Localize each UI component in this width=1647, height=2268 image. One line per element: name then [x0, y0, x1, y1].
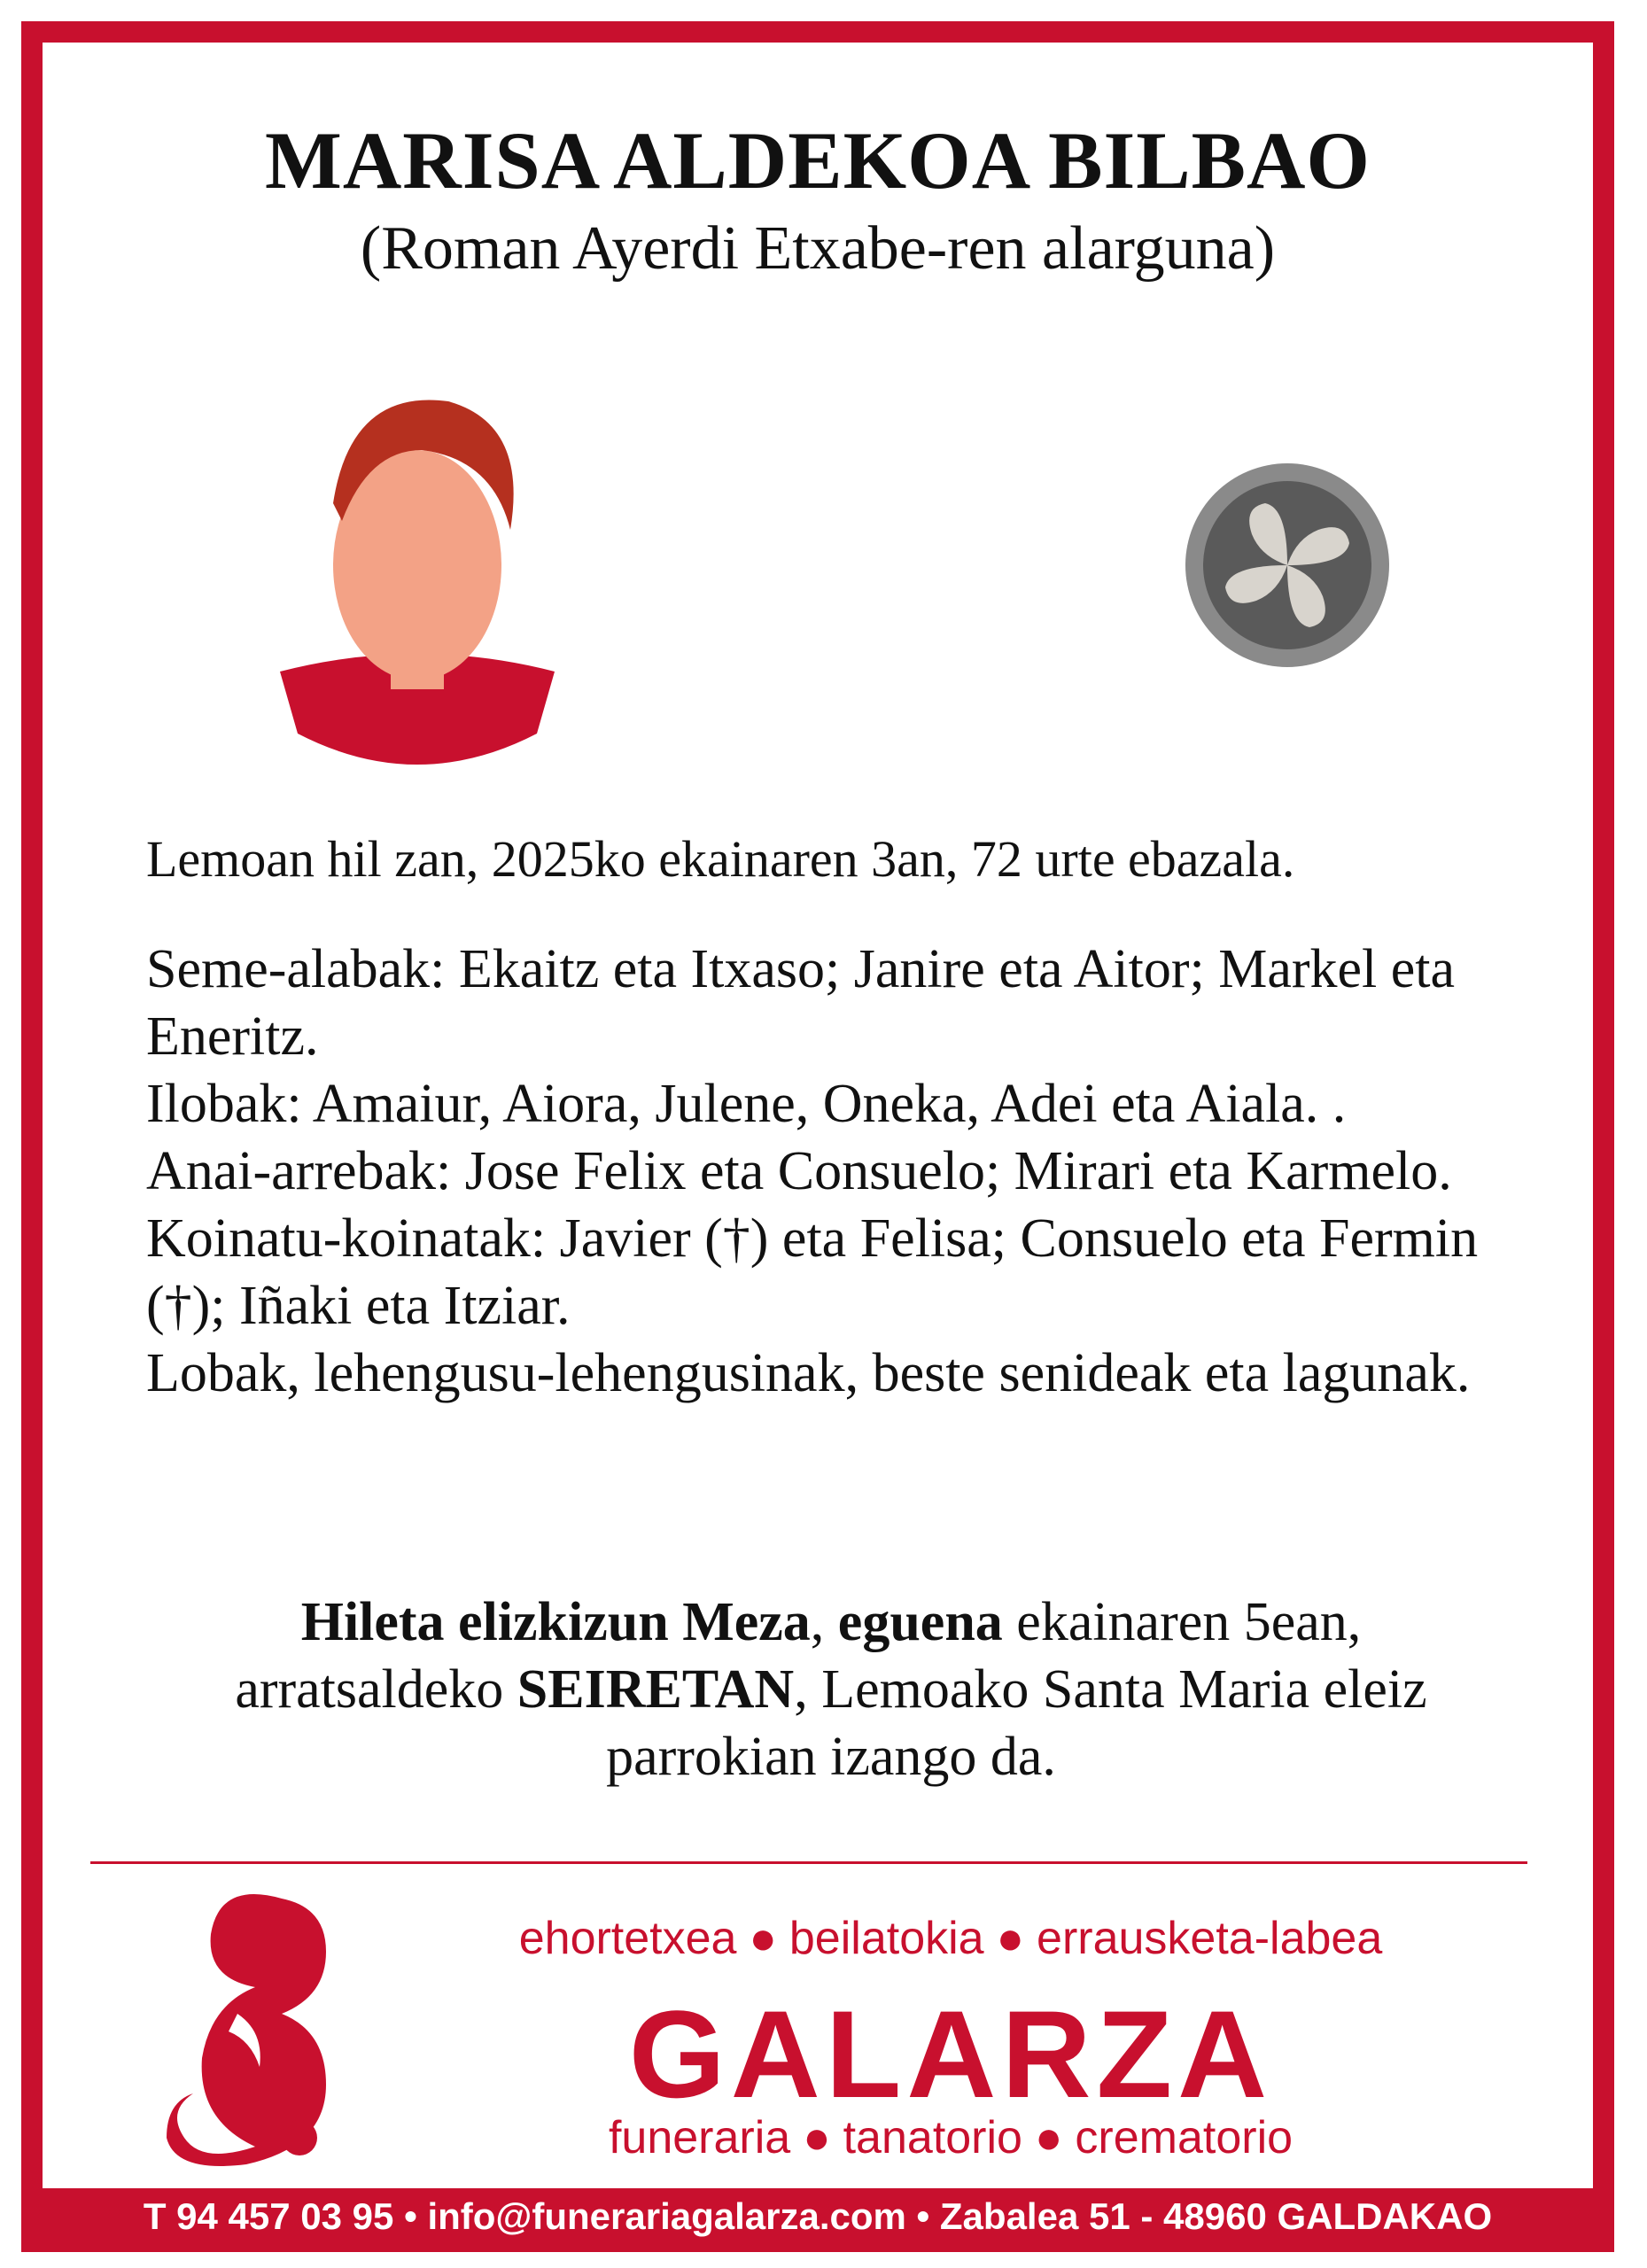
family-children: Seme-alabak: Ekaitz eta Itxaso; Janire eta Aitor; Markel eta Eneritz.: [146, 939, 1456, 1067]
funeral-mass-label: Hileta elizkizun Meza: [300, 1592, 811, 1652]
galarza-logo-icon: [149, 1881, 353, 2173]
funeral-time: SEIRETAN: [517, 1659, 795, 1720]
footer-bar: [21, 2188, 1614, 2252]
lauburu-icon: [1177, 454, 1398, 676]
family-siblings: Anai-arrebak: Jose Felix eta Consuelo; Mirari eta Karmelo.: [146, 1141, 1452, 1201]
obituary-card: [43, 43, 1593, 2169]
services-spanish: funeraria ● tanatorio ● crematorio: [608, 2112, 1294, 2163]
family-inlaws: Koinatu-koinatak: Javier (†) eta Felisa; Consuelo eta Fermin (†); Iñaki eta Itziar.: [146, 1208, 1479, 1336]
death-notice: Lemoan hil zan, 2025ko ekainaren 3an, 72 urte ebazala.: [146, 830, 1295, 888]
family-others: Lobak, lehengusu-lehengusinak, beste senideak eta lagunak.: [146, 1343, 1471, 1403]
footer-contact: T 94 457 03 95 • info@funerariagalarza.com • Zabalea 51 - 48960 GALDAKAO: [143, 2195, 1493, 2237]
divider: [90, 1861, 1527, 1864]
company-name: GALARZA: [628, 1984, 1273, 2124]
family-list: [146, 936, 1528, 1407]
family-grandchildren: Ilobak: Amaiur, Aiora, Julene, Oneka, Adei eta Aiala. .: [146, 1074, 1347, 1134]
portrait-photo: [271, 353, 563, 769]
funeral-info: Hileta elizkizun Meza, eguena ekainaren 5ean, arratsaldeko SEIRETAN, Lemoako Santa Maria eleiz parrokian izango da.: [235, 1592, 1427, 1787]
services-basque: ehortetxea ● beilatokia ● errausketa-labea: [518, 1913, 1383, 1964]
deceased-subtitle: (Roman Ayerdi Etxabe-ren alarguna): [360, 214, 1276, 283]
funeral-day: eguena: [837, 1592, 1003, 1652]
deceased-name: MARISA ALDEKOA BILBAO: [265, 115, 1371, 206]
